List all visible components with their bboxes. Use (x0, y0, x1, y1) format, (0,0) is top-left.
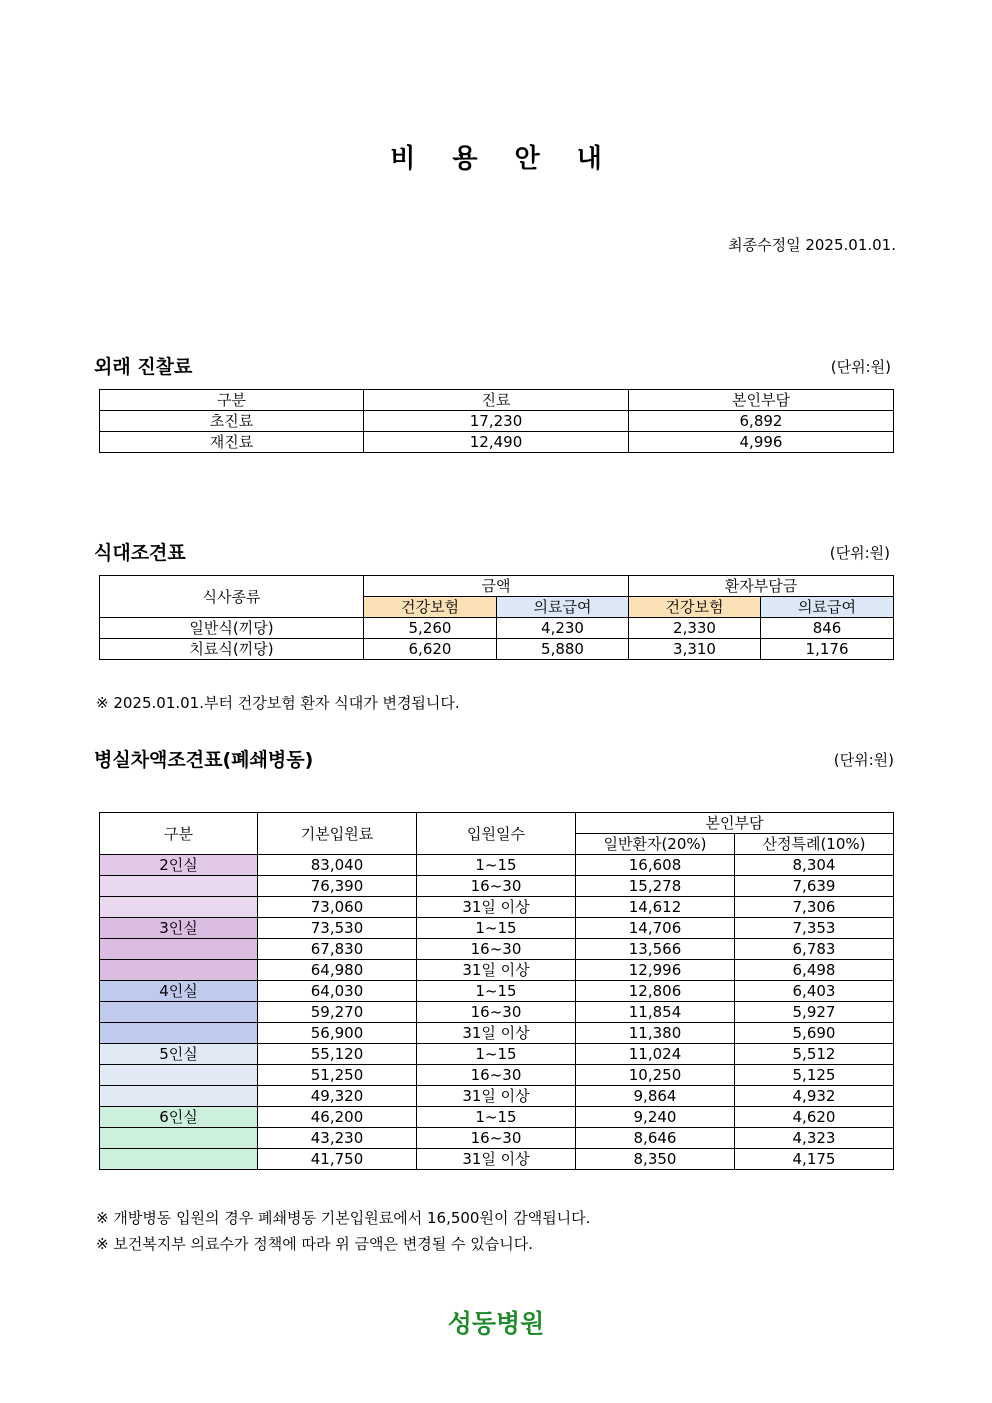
room-cell: 9,864 (576, 1086, 735, 1107)
outpatient-cell: 17,230 (364, 411, 629, 432)
meal-cell: 4,230 (497, 618, 629, 639)
page-title: 비 용 안 내 (390, 144, 616, 174)
room-type-cell (100, 1128, 258, 1149)
room-cell: 31일 이상 (417, 1086, 576, 1107)
meal-header-patient: 환자부담금 (629, 576, 894, 597)
table-row (100, 855, 894, 876)
table-row (100, 639, 894, 660)
room-cell: 5,125 (735, 1065, 894, 1086)
room-cell: 4,620 (735, 1107, 894, 1128)
room-type-cell (100, 960, 258, 981)
room-header-general: 일반환자(20%) (576, 834, 735, 855)
room-cell: 46,200 (258, 1107, 417, 1128)
room-cell: 5,690 (735, 1023, 894, 1044)
room-type-cell (100, 1002, 258, 1023)
table-row (100, 1023, 894, 1044)
room-cell: 14,706 (576, 918, 735, 939)
meal-cell: 6,620 (364, 639, 497, 660)
room-cell: 9,240 (576, 1107, 735, 1128)
room-cell: 67,830 (258, 939, 417, 960)
room-type-cell: 6인실 (100, 1107, 258, 1128)
meal-note: ※ 2025.01.01.부터 건강보험 환자 식대가 변경됩니다. (96, 694, 460, 712)
room-note-1: ※ 개방병동 입원의 경우 폐쇄병동 기본입원료에서 16,500원이 감액됩니다. (96, 1209, 591, 1227)
room-cell: 4,175 (735, 1149, 894, 1170)
outpatient-header: 진료 (364, 390, 629, 411)
table-header-row (100, 390, 894, 411)
room-cell: 15,278 (576, 876, 735, 897)
room-cell: 1~15 (417, 981, 576, 1002)
meal-subheader: 건강보험 (364, 597, 497, 618)
table-row (100, 1002, 894, 1023)
meal-subheader: 의료급여 (497, 597, 629, 618)
room-cell: 31일 이상 (417, 897, 576, 918)
room-cell: 31일 이상 (417, 1149, 576, 1170)
room-section-title: 병실차액조견표(폐쇄병동) (94, 749, 314, 771)
meal-cell: 3,310 (629, 639, 761, 660)
table-row (100, 1044, 894, 1065)
outpatient-header: 본인부담 (629, 390, 894, 411)
room-cell: 31일 이상 (417, 1023, 576, 1044)
room-cell: 11,024 (576, 1044, 735, 1065)
room-cell: 1~15 (417, 1107, 576, 1128)
room-cell: 51,250 (258, 1065, 417, 1086)
room-note-2: ※ 보건복지부 의료수가 정책에 따라 위 금액은 변경될 수 있습니다. (96, 1235, 533, 1253)
room-cell: 16~30 (417, 1002, 576, 1023)
room-cell: 16~30 (417, 939, 576, 960)
hospital-name: 성동병원 (447, 1309, 545, 1338)
table-row (100, 1086, 894, 1107)
meal-unit: (단위:원) (829, 544, 890, 562)
room-cell: 12,996 (576, 960, 735, 981)
room-type-cell (100, 897, 258, 918)
outpatient-unit: (단위:원) (830, 358, 891, 376)
room-type-cell: 5인실 (100, 1044, 258, 1065)
room-type-cell: 2인실 (100, 855, 258, 876)
table-row (100, 618, 894, 639)
room-cell: 13,566 (576, 939, 735, 960)
room-type-cell (100, 1065, 258, 1086)
room-cell: 59,270 (258, 1002, 417, 1023)
room-cell: 16~30 (417, 876, 576, 897)
meal-section-title: 식대조견표 (94, 542, 186, 564)
table-row (100, 1149, 894, 1170)
room-unit: (단위:원) (833, 751, 894, 769)
outpatient-cell: 12,490 (364, 432, 629, 453)
room-header-days: 입원일수 (417, 813, 576, 855)
room-cell: 1~15 (417, 1044, 576, 1065)
room-cell: 64,030 (258, 981, 417, 1002)
room-cell: 12,806 (576, 981, 735, 1002)
room-type-cell (100, 939, 258, 960)
room-cell: 31일 이상 (417, 960, 576, 981)
outpatient-header: 구분 (100, 390, 364, 411)
room-type-cell (100, 1086, 258, 1107)
meal-cell: 5,880 (497, 639, 629, 660)
table-row (100, 411, 894, 432)
meal-subheader: 건강보험 (629, 597, 761, 618)
meal-cell: 치료식(끼당) (100, 639, 364, 660)
room-cell: 11,380 (576, 1023, 735, 1044)
meal-cell: 846 (761, 618, 894, 639)
table-row (100, 939, 894, 960)
table-row (100, 981, 894, 1002)
meal-cell: 5,260 (364, 618, 497, 639)
room-type-cell: 4인실 (100, 981, 258, 1002)
room-cell: 8,646 (576, 1128, 735, 1149)
table-row (100, 897, 894, 918)
room-header-type: 구분 (100, 813, 258, 855)
room-cell: 10,250 (576, 1065, 735, 1086)
room-header-base: 기본입원료 (258, 813, 417, 855)
room-cell: 5,927 (735, 1002, 894, 1023)
room-cell: 55,120 (258, 1044, 417, 1065)
room-cell: 5,512 (735, 1044, 894, 1065)
room-cell: 7,306 (735, 897, 894, 918)
room-type-cell (100, 1149, 258, 1170)
room-cell: 16,608 (576, 855, 735, 876)
table-row (100, 1128, 894, 1149)
outpatient-table (99, 389, 894, 453)
meal-header-amount: 금액 (364, 576, 629, 597)
table-row (100, 876, 894, 897)
outpatient-cell: 초진료 (100, 411, 364, 432)
revision-date: 최종수정일 2025.01.01. (728, 236, 896, 254)
room-cell: 49,320 (258, 1086, 417, 1107)
room-cell: 6,403 (735, 981, 894, 1002)
table-row (100, 1065, 894, 1086)
room-cell: 4,323 (735, 1128, 894, 1149)
room-cell: 43,230 (258, 1128, 417, 1149)
room-cell: 76,390 (258, 876, 417, 897)
room-cell: 1~15 (417, 918, 576, 939)
meal-table (99, 575, 894, 660)
meal-cell: 1,176 (761, 639, 894, 660)
table-row (100, 960, 894, 981)
outpatient-cell: 6,892 (629, 411, 894, 432)
room-cell: 16~30 (417, 1065, 576, 1086)
room-cell: 14,612 (576, 897, 735, 918)
outpatient-section-title: 외래 진찰료 (94, 356, 193, 378)
outpatient-cell: 4,996 (629, 432, 894, 453)
table-row (100, 918, 894, 939)
room-cell: 6,783 (735, 939, 894, 960)
room-cell: 8,350 (576, 1149, 735, 1170)
room-cell: 83,040 (258, 855, 417, 876)
room-cell: 1~15 (417, 855, 576, 876)
room-table (99, 812, 894, 1170)
meal-cell: 일반식(끼당) (100, 618, 364, 639)
room-type-cell: 3인실 (100, 918, 258, 939)
room-cell: 41,750 (258, 1149, 417, 1170)
meal-subheader: 의료급여 (761, 597, 894, 618)
room-header-self: 본인부담 (576, 813, 894, 834)
room-cell: 4,932 (735, 1086, 894, 1107)
room-cell: 8,304 (735, 855, 894, 876)
table-row (100, 1107, 894, 1128)
outpatient-cell: 재진료 (100, 432, 364, 453)
room-cell: 73,060 (258, 897, 417, 918)
room-type-cell (100, 1023, 258, 1044)
room-header-special: 산정특례(10%) (735, 834, 894, 855)
room-cell: 7,353 (735, 918, 894, 939)
room-cell: 64,980 (258, 960, 417, 981)
meal-header-type: 식사종류 (100, 576, 364, 618)
room-cell: 11,854 (576, 1002, 735, 1023)
table-row (100, 432, 894, 453)
room-cell: 56,900 (258, 1023, 417, 1044)
room-cell: 7,639 (735, 876, 894, 897)
room-cell: 16~30 (417, 1128, 576, 1149)
room-cell: 73,530 (258, 918, 417, 939)
room-type-cell (100, 876, 258, 897)
room-cell: 6,498 (735, 960, 894, 981)
meal-cell: 2,330 (629, 618, 761, 639)
